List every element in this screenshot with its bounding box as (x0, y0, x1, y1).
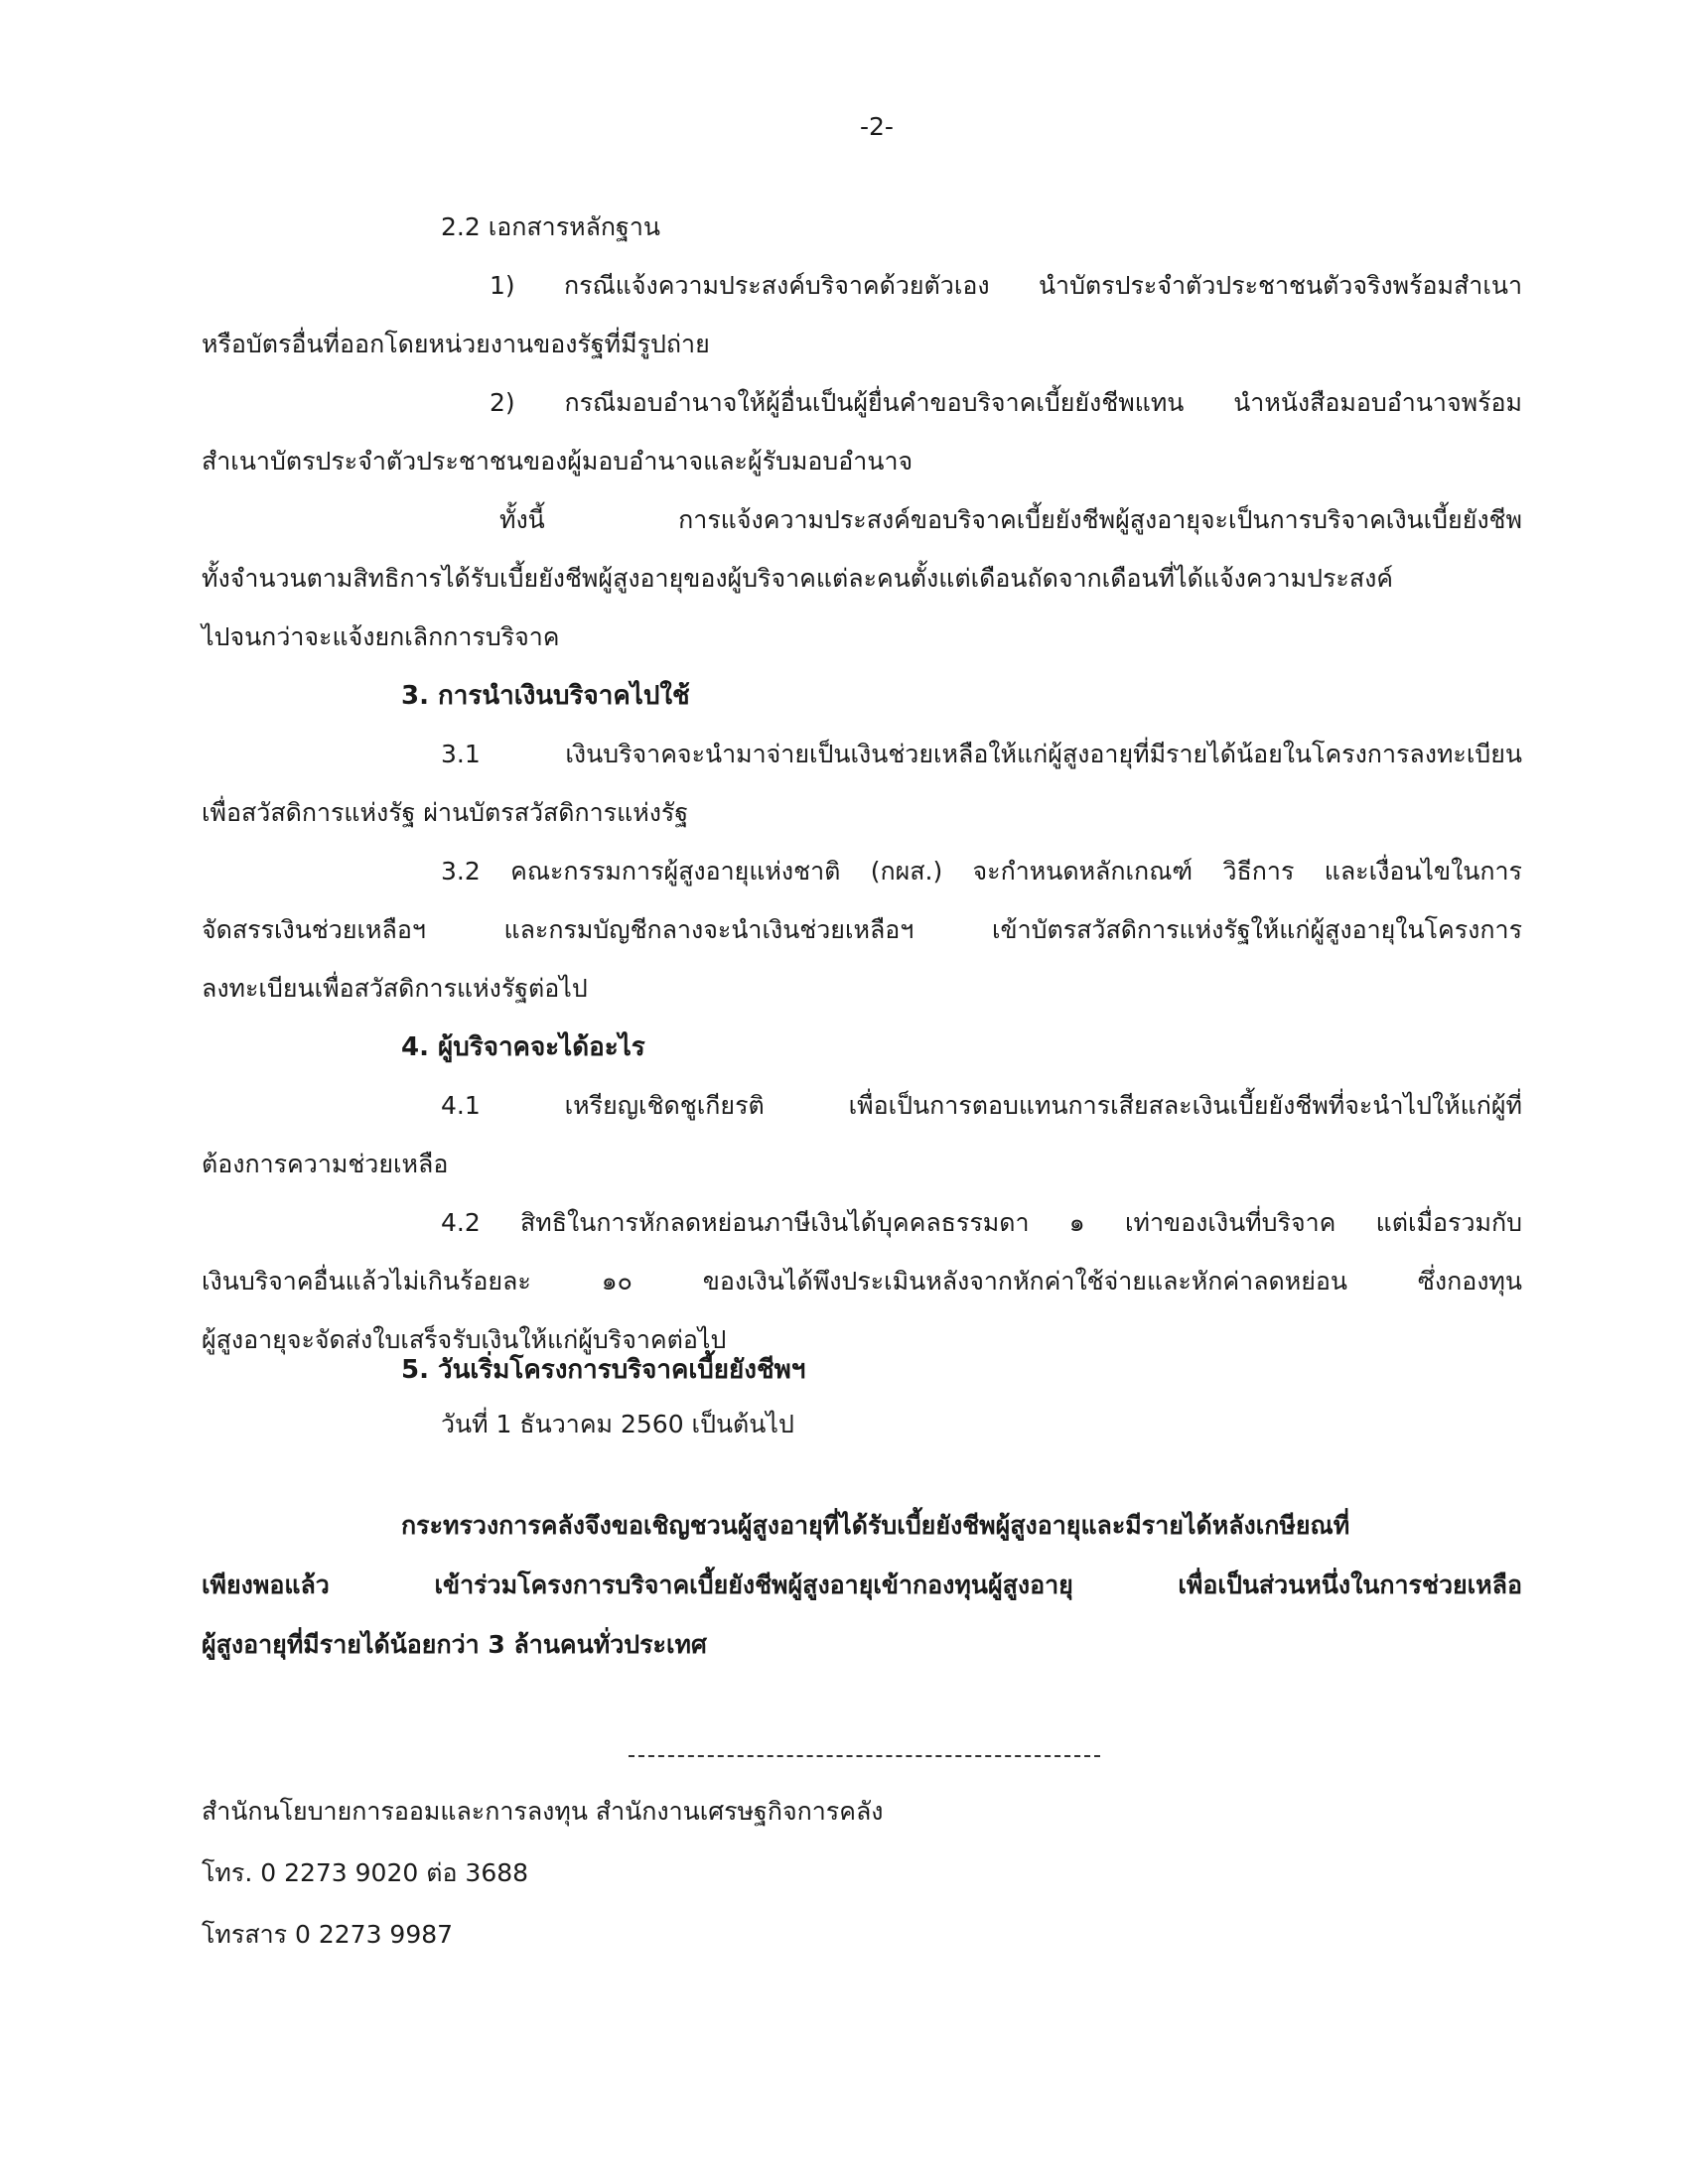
section-4-p1-line2: ต้องการความช่วยเหลือ (202, 1150, 449, 1178)
section-2-2-note-line1: ทั้งนี้ การแจ้งความประสงค์ขอบริจาคเบี้ยยังชีพผู้สูงอายุจะเป็นการบริจาคเงินเบี้ยยังชีพ (499, 505, 1522, 534)
section-4-p1-line1: 4.1 เหรียญเชิดชูเกียรติ เพื่อเป็นการตอบแทนการเสียสละเงินเบี้ยยังชีพที่จะนำไปให้แก่ผู้ที่ (441, 1091, 1522, 1120)
section-2-2-item1-line1: 1) กรณีแจ้งความประสงค์บริจาคด้วยตัวเอง นำบัตรประจำตัวประชาชนตัวจริงพร้อมสำเนา (490, 271, 1522, 300)
section-4-p2-line2: เงินบริจาคอื่นแล้วไม่เกินร้อยละ ๑๐ ของเงินได้พึงประเมินหลังจากหักค่าใช้จ่ายและหักค่าลดหย่อน ซึ่งกองทุน (202, 1267, 1522, 1296)
section-2-2-note-line3: ไปจนกว่าจะแจ้งยกเลิกการบริจาค (202, 622, 560, 651)
footer-office: สำนักนโยบายการออมและการลงทุน สำนักงานเศรษฐกิจการคลัง (202, 1797, 884, 1826)
section-3-p2-line2: จัดสรรเงินช่วยเหลือฯ และกรมบัญชีกลางจะนำเงินช่วยเหลือฯ เข้าบัตรสวัสดิการแห่งรัฐให้แก่ผู้สูงอายุในโครงการ (202, 915, 1522, 944)
invitation-line2: เพียงพอแล้ว เข้าร่วมโครงการบริจาคเบี้ยยังชีพผู้สูงอายุเข้ากองทุนผู้สูงอายุ เพื่อเป็นส่วนหนึ่งในการช่วยเหลือ (202, 1570, 1522, 1599)
section-2-2-item1-line2: หรือบัตรอื่นที่ออกโดยหน่วยงานของรัฐที่มีรูปถ่าย (202, 330, 710, 358)
page-number: -2- (860, 112, 894, 141)
section-2-2-item2-line2: สำเนาบัตรประจำตัวประชาชนของผู้มอบอำนาจและผู้รับมอบอำนาจ (202, 447, 914, 476)
section-3-p1-line1: 3.1 เงินบริจาคจะนำมาจ่ายเป็นเงินช่วยเหลือให้แก่ผู้สูงอายุที่มีรายได้น้อยในโครงการลงทะเบียน (441, 740, 1522, 768)
section-4-p2-line3: ผู้สูงอายุจะจัดส่งใบเสร็จรับเงินให้แก่ผู้บริจาคต่อไป (202, 1325, 727, 1354)
invitation-line1: กระทรวงการคลังจึงขอเชิญชวนผู้สูงอายุที่ได้รับเบี้ยยังชีพผู้สูงอายุและมีรายได้หลังเกษียณที่ (401, 1511, 1350, 1540)
section-2-2-note-line2: ทั้งจำนวนตามสิทธิการได้รับเบี้ยยังชีพผู้สูงอายุของผู้บริจาคแต่ละคนตั้งแต่เดือนถัดจากเดือนที่ได้แจ้งความประสงค์ (202, 564, 1394, 593)
section-5-date-line: วันที่ 1 ธันวาคม 2560 เป็นต้นไป (441, 1410, 794, 1438)
section-5-heading: 5. วันเริ่มโครงการบริจาคเบี้ยยังชีพฯ (401, 1355, 806, 1385)
footer-fax: โทรสาร 0 2273 9987 (202, 1920, 454, 1949)
section-3-p2-line1: 3.2 คณะกรรมการผู้สูงอายุแห่งชาติ (กผส.) จะกำหนดหลักเกณฑ์ วิธีการ และเงื่อนไขในการ (441, 857, 1522, 886)
footer-phone: โทร. 0 2273 9020 ต่อ 3688 (202, 1858, 529, 1887)
section-3-p1-line2: เพื่อสวัสดิการแห่งรัฐ ผ่านบัตรสวัสดิการแห่งรัฐ (202, 798, 689, 827)
section-3-p2-line3: ลงทะเบียนเพื่อสวัสดิการแห่งรัฐต่อไป (202, 974, 588, 1003)
invitation-line3: ผู้สูงอายุที่มีรายได้น้อยกว่า 3 ล้านคนทั่วประเทศ (202, 1630, 707, 1659)
section-4-heading: 4. ผู้บริจาคจะได้อะไร (401, 1032, 645, 1062)
section-3-heading: 3. การนำเงินบริจาคไปใช้ (401, 681, 690, 711)
section-2-2-title: 2.2 เอกสารหลักฐาน (441, 212, 660, 241)
dashed-separator (629, 1755, 1100, 1757)
section-4-p2-line1: 4.2 สิทธิในการหักลดหย่อนภาษีเงินได้บุคคลธรรมดา ๑ เท่าของเงินที่บริจาค แต่เมื่อรวมกับ (441, 1208, 1522, 1237)
section-2-2-item2-line1: 2) กรณีมอบอำนาจให้ผู้อื่นเป็นผู้ยื่นคำขอบริจาคเบี้ยยังชีพแทน นำหนังสือมอบอำนาจพร้อม (490, 388, 1522, 417)
